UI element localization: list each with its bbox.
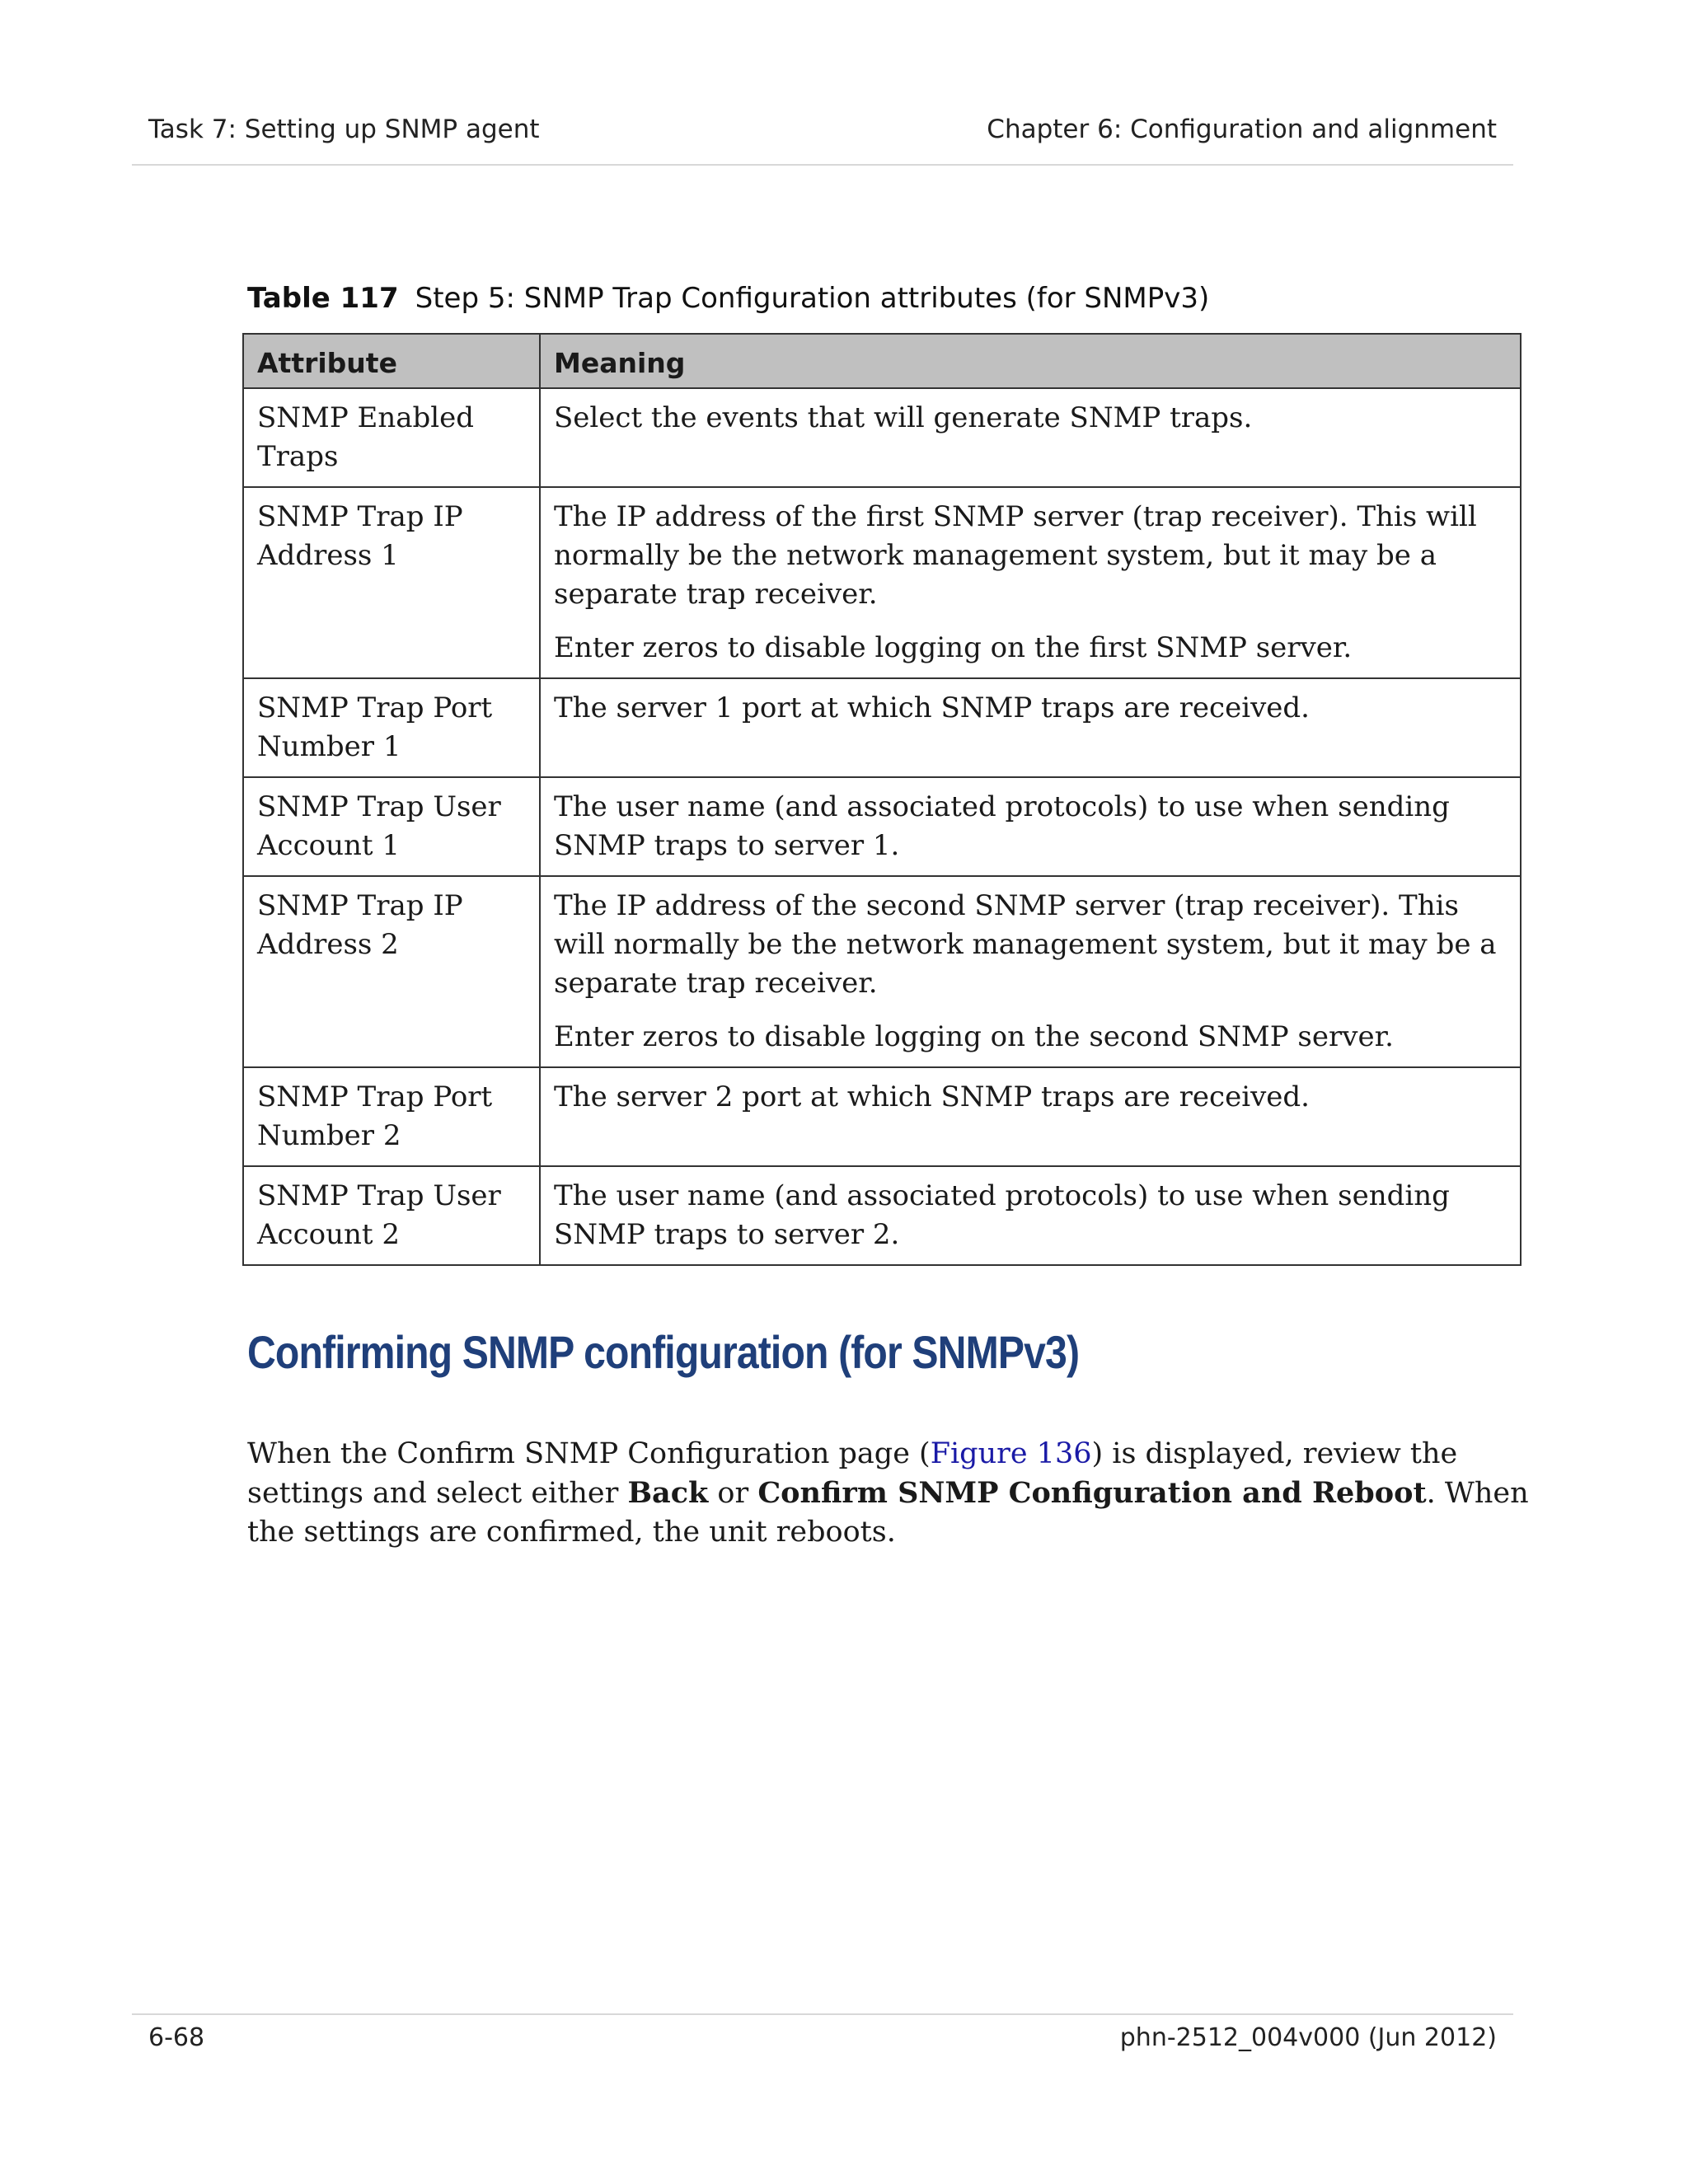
paragraph-text: ) is displayed, review the settings and select either <box>247 1437 1458 1510</box>
attribute-cell: SNMP Trap Port Number 2 <box>243 1067 540 1166</box>
attribute-cell: SNMP Trap Port Number 1 <box>243 678 540 777</box>
attribute-cell: SNMP Enabled Traps <box>243 388 540 487</box>
header-chapter-title: Chapter 6: Configuration and alignment <box>987 115 1497 144</box>
meaning-paragraph: Enter zeros to disable logging on the first SNMP server. <box>554 631 1353 664</box>
column-header-attribute: Attribute <box>243 334 540 388</box>
figure-136-link[interactable]: Figure 136 <box>930 1437 1092 1470</box>
table-row <box>243 1166 1521 1265</box>
table-row <box>243 487 1521 678</box>
back-option-label: Back <box>627 1476 709 1510</box>
page-footer <box>132 2013 1513 2064</box>
meaning-cell <box>540 487 1521 678</box>
section-paragraph <box>247 1435 1533 1552</box>
attribute-cell: SNMP Trap IP Address 1 <box>243 487 540 678</box>
attribute-cell: SNMP Trap IP Address 2 <box>243 876 540 1067</box>
meaning-paragraph: The user name (and associated protocols) to use when sending SNMP traps to server 2. <box>554 1179 1450 1251</box>
table-caption-number: Table 117 <box>247 282 399 315</box>
meaning-paragraph: The user name (and associated protocols) to use when sending SNMP traps to server 1. <box>554 790 1450 862</box>
column-header-meaning: Meaning <box>540 334 1521 388</box>
table-row <box>243 1067 1521 1166</box>
table-row <box>243 388 1521 487</box>
paragraph-text: When the Confirm SNMP Configuration page ( <box>247 1437 931 1470</box>
table-row <box>243 876 1521 1067</box>
table-row <box>243 777 1521 876</box>
meaning-paragraph: Select the events that will generate SNMP traps. <box>554 401 1253 434</box>
meaning-paragraph: The server 2 port at which SNMP traps are received. <box>554 1080 1310 1113</box>
confirm-option-label: Confirm SNMP Configuration and Reboot <box>757 1476 1427 1510</box>
meaning-cell <box>540 678 1521 777</box>
meaning-cell <box>540 876 1521 1067</box>
page-number: 6-68 <box>148 2023 205 2052</box>
table-row <box>243 678 1521 777</box>
attribute-cell: SNMP Trap User Account 1 <box>243 777 540 876</box>
header-section-title: Task 7: Setting up SNMP agent <box>148 115 540 144</box>
paragraph-text: or <box>708 1477 758 1510</box>
attributes-table <box>242 333 1522 1266</box>
meaning-cell <box>540 388 1521 487</box>
meaning-cell <box>540 1166 1521 1265</box>
meaning-cell <box>540 1067 1521 1166</box>
meaning-cell <box>540 777 1521 876</box>
section-heading: Confirming SNMP configuration (for SNMPv3) <box>247 1326 1080 1378</box>
paragraph-text: . When the settings are confirmed, the unit reboots. <box>247 1477 1529 1549</box>
table-header-row <box>243 334 1521 388</box>
page-header <box>132 111 1513 166</box>
document-id: phn-2512_004v000 (Jun 2012) <box>1119 2023 1497 2052</box>
meaning-paragraph: Enter zeros to disable logging on the second SNMP server. <box>554 1020 1394 1053</box>
attribute-cell: SNMP Trap User Account 2 <box>243 1166 540 1265</box>
meaning-paragraph: The server 1 port at which SNMP traps are received. <box>554 691 1310 724</box>
meaning-paragraph: The IP address of the second SNMP server (trap receiver). This will normally be the network management system, but it may be a separate trap receiver. <box>554 889 1497 1000</box>
table-caption-text: Step 5: SNMP Trap Configuration attributes (for SNMPv3) <box>415 282 1210 315</box>
table-caption <box>247 282 1209 315</box>
meaning-paragraph: The IP address of the first SNMP server (trap receiver). This will normally be the network management system, but it may be a separate trap receiver. <box>554 500 1477 611</box>
